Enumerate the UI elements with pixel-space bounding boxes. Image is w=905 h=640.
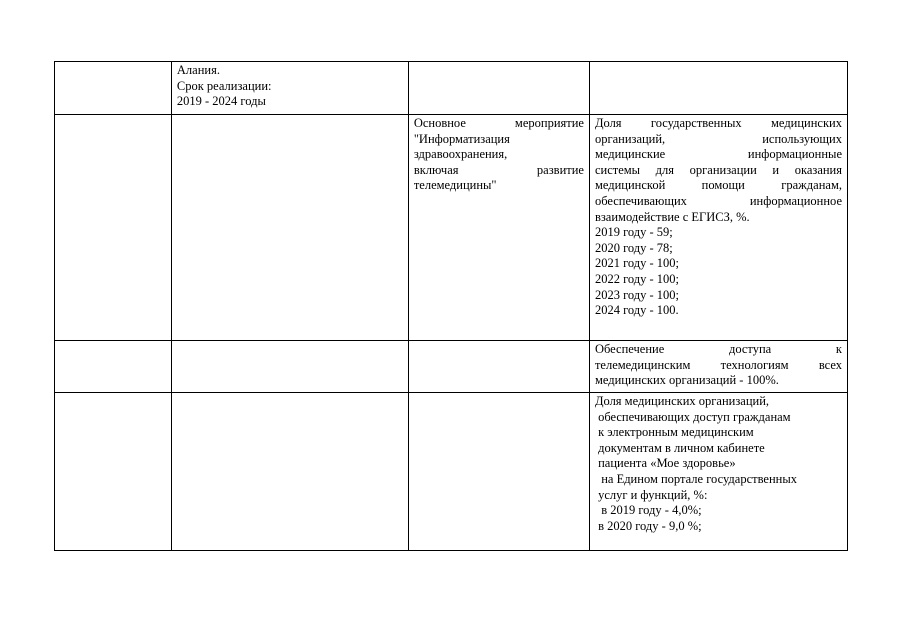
table-row (55, 115, 848, 341)
document-table (54, 61, 848, 551)
table-cell-empty (171, 115, 408, 341)
cell-line: 2024 году - 100. (594, 303, 679, 318)
cell-line: 2019 - 2024 годы (176, 94, 266, 109)
table-cell-empty (55, 115, 172, 341)
cell-line: медицинские информационные (594, 147, 842, 162)
table-row (55, 393, 848, 551)
cell-line: Алания. (176, 63, 220, 77)
cell-line: услуг и функций, %: (594, 487, 708, 502)
cell-line: телемедицинским технологиям всех (594, 357, 842, 372)
cell-line: 2023 году - 100; (594, 287, 680, 302)
cell-line: обеспечивающих доступ гражданам (594, 409, 791, 424)
cell-line: документам в личном кабинете (594, 440, 765, 455)
cell-line: Доля государственных медицинских (594, 116, 842, 130)
table-cell-empty (408, 341, 589, 393)
table-cell-empty (55, 62, 172, 115)
table-cell-empty (55, 341, 172, 393)
table-cell-empty (408, 62, 589, 115)
cell-line: на Едином портале государственных (594, 471, 797, 486)
table-cell-empty (589, 62, 847, 115)
cell-line: системы для организации и оказания (594, 162, 842, 177)
cell-line: Доля медицинских организаций, (594, 394, 770, 408)
cell-line: "Информатизация (413, 131, 510, 146)
cell-line: здравоохранения, (413, 147, 508, 162)
cell-line: 2019 году - 59; (594, 225, 673, 240)
table-cell-program-term (171, 62, 408, 115)
cell-line: медицинской помощи гражданам, (594, 178, 842, 193)
cell-line: взаимодействие с ЕГИСЗ, %. (594, 209, 750, 224)
cell-line: Срок реализации: (176, 78, 272, 93)
table-cell-indicator-telemedicine (589, 341, 847, 393)
cell-line: 2020 году - 78; (594, 240, 673, 255)
cell-line: Обеспечение доступа к (594, 342, 842, 356)
cell-line: Основное мероприятие (413, 116, 584, 130)
cell-line: в 2019 году - 4,0%; (594, 503, 702, 518)
table-cell-empty (55, 393, 172, 551)
table-cell-empty (171, 341, 408, 393)
cell-line: медицинских организаций - 100%. (594, 373, 779, 388)
cell-line: в 2020 году - 9,0 %; (594, 518, 702, 533)
cell-line: к электронным медицинским (594, 425, 754, 440)
cell-line: 2022 году - 100; (594, 271, 680, 286)
table-row (55, 341, 848, 393)
cell-line: обеспечивающих информационное (594, 193, 842, 208)
table-row (55, 62, 848, 115)
cell-line: пациента «Мое здоровье» (594, 456, 736, 471)
table-cell-indicator-egisz (589, 115, 847, 341)
table-cell-indicator-my-health (589, 393, 847, 551)
cell-line: включая развитие (413, 162, 584, 177)
cell-line: 2021 году - 100; (594, 256, 680, 271)
cell-line: организаций, использующих (594, 131, 842, 146)
table-cell-empty (171, 393, 408, 551)
cell-line: телемедицины" (413, 178, 497, 193)
table-cell-empty (408, 393, 589, 551)
table-cell-main-activity (408, 115, 589, 341)
